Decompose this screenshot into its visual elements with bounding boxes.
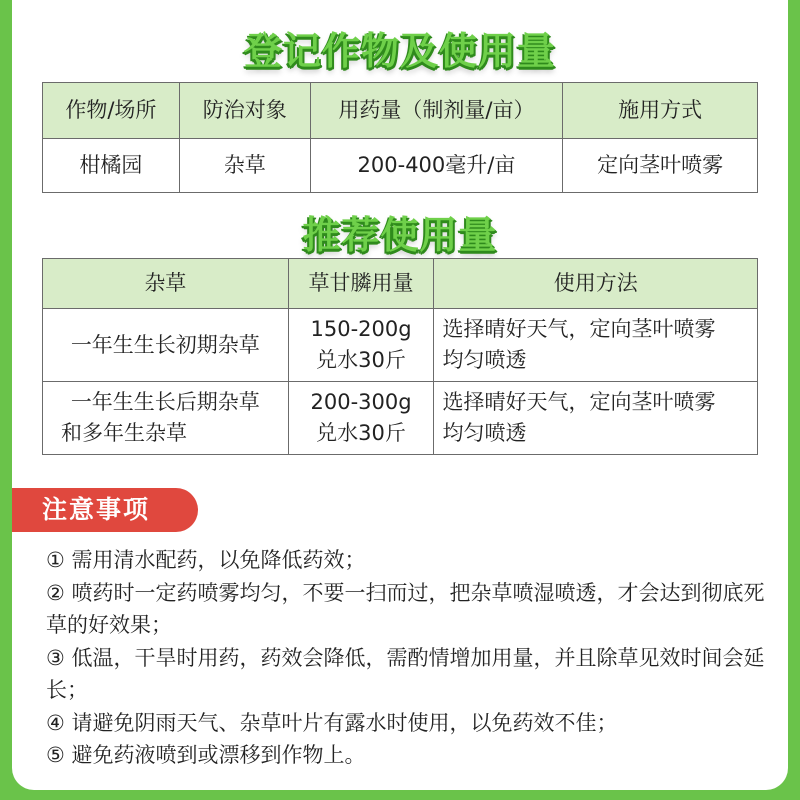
cell-method: 定向茎叶喷雾 <box>563 139 758 193</box>
notice-item: ④ 请避免阴雨天气、杂草叶片有露水时使用，以免药效不佳； <box>46 710 618 735</box>
recommended-header-row <box>43 259 758 309</box>
recommended-row <box>43 382 758 455</box>
notice-item: ⑤ 避免药液喷到或漂移到作物上。 <box>46 743 366 767</box>
cell-dose-line: 兑水30斤 <box>316 421 406 445</box>
notice-item: ① 需用清水配药，以免降低药效； <box>46 548 366 572</box>
registration-row <box>43 139 758 193</box>
cell-weed <box>43 309 289 382</box>
cell-dose <box>288 309 434 382</box>
cell-weed <box>43 382 289 455</box>
notice-badge: 注意事项 <box>12 488 198 532</box>
notice-list <box>46 544 766 772</box>
cell-usage-line: 选择晴好天气，定向茎叶喷雾 <box>442 390 716 414</box>
header-usage: 使用方法 <box>434 259 758 309</box>
cell-dose <box>288 382 434 455</box>
recommended-row <box>43 309 758 382</box>
cell-usage <box>434 309 758 382</box>
cell-target: 杂草 <box>179 139 310 193</box>
recommended-title: 推荐使用量 <box>302 213 498 257</box>
cell-dose-line: 兑水30斤 <box>316 348 406 372</box>
header-target: 防治对象 <box>179 83 310 139</box>
cell-usage <box>434 382 758 455</box>
registration-header-row <box>43 83 758 139</box>
cell-weed-line: 一年生生长初期杂草 <box>70 332 260 357</box>
cell-dose-line: 150-200g <box>310 317 412 341</box>
cell-weed-line: 和多年生杂草 <box>61 421 187 445</box>
notice-item: ② 喷药时一定药喷雾均匀，不要一扫而过，把杂草喷湿喷透，才会达到彻底死草的好效果； <box>46 580 765 637</box>
registration-table <box>42 82 758 193</box>
header-weed: 杂草 <box>43 259 289 309</box>
header-glyphosate-dose: 草甘膦用量 <box>288 259 434 309</box>
header-dosage: 用药量（制剂量/亩） <box>310 83 563 139</box>
recommended-table <box>42 258 758 455</box>
header-crop: 作物/场所 <box>43 83 180 139</box>
cell-dose-line: 200-300g <box>310 390 412 414</box>
cell-crop: 柑橘园 <box>43 139 180 193</box>
notice-item: ③ 低温，干旱时用药，药效会降低，需酌情增加用量，并且除草见效时间会延长； <box>46 645 765 702</box>
cell-usage-line: 均匀喷透 <box>442 348 527 372</box>
cell-dosage: 200-400毫升/亩 <box>310 139 563 193</box>
header-method: 施用方式 <box>563 83 758 139</box>
cell-weed-line: 一年生生长后期杂草 <box>70 390 260 414</box>
cell-usage-line: 选择晴好天气，定向茎叶喷雾 <box>442 317 716 341</box>
registration-title: 登记作物及使用量 <box>243 29 556 73</box>
cell-usage-line: 均匀喷透 <box>442 421 527 445</box>
